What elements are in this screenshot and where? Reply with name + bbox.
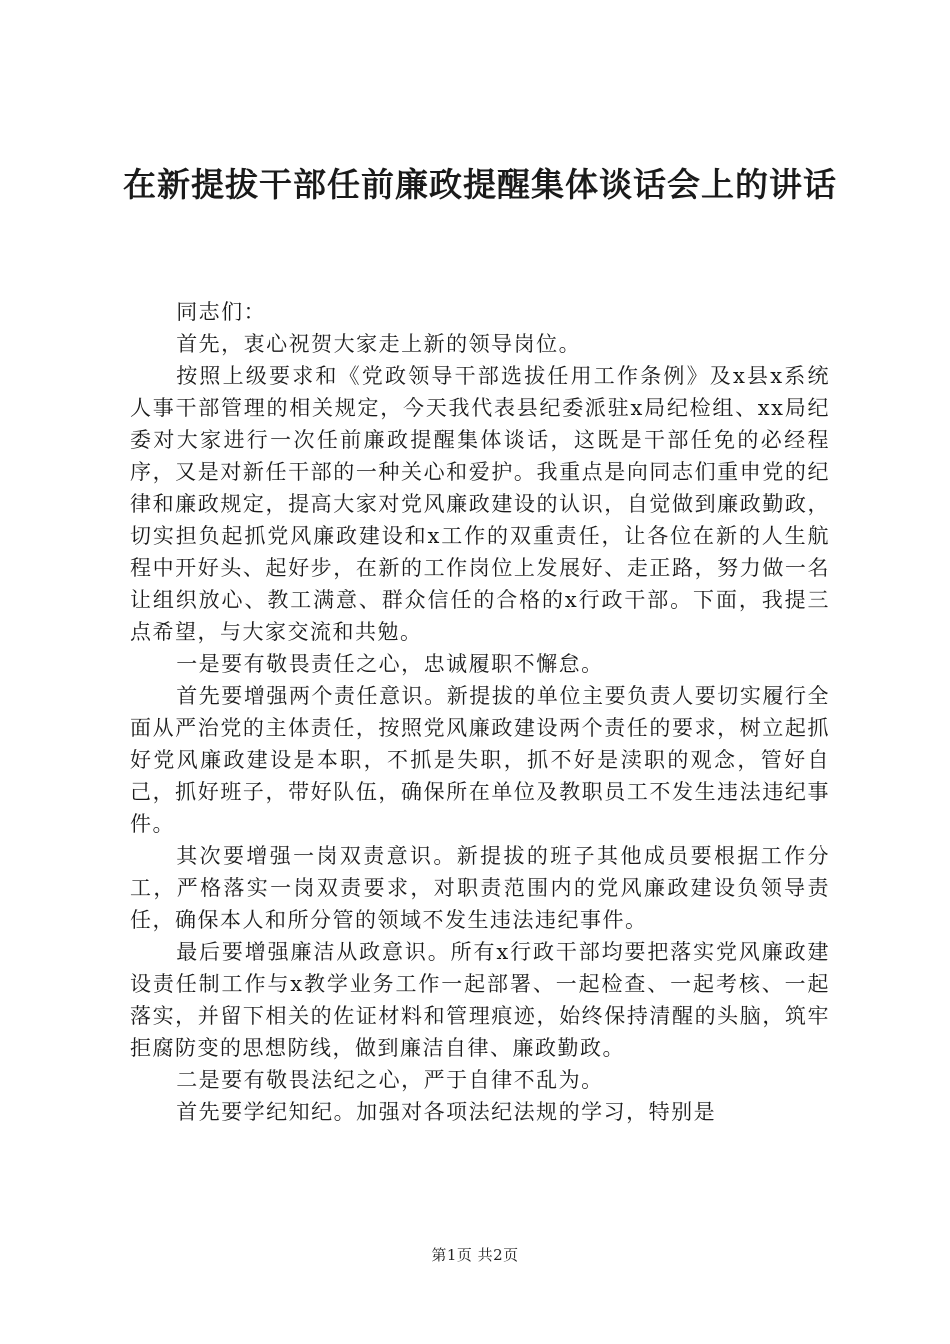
document-title: 在新提拔干部任前廉政提醒集体谈话会上的讲话 xyxy=(123,165,837,204)
document-body xyxy=(130,296,830,1128)
body-paragraph: 按照上级要求和《党政领导干部选拔任用工作条例》及x县x系统人事干部管理的相关规定，今天我代表县纪委派驻x局纪检组、xx局纪委对大家进行一次任前廉政提醒集体谈话，这既是干部任免的必经程序，又是对新任干部的一种关心和爱护。我重点是向同志们重申党的纪律和廉政规定，提高大家对党风廉政建设的认识，自觉做到廉政勤政，切实担负起抓党风廉政建设和x工作的双重责任，让各位在新的人生航程中开好头、起好步，在新的工作岗位上发展好、走正路，努力做一名让组织放心、教工满意、群众信任的合格的x行政干部。下面，我提三点希望，与大家交流和共勉。 xyxy=(130,364,830,644)
body-paragraph: 首先，衷心祝贺大家走上新的领导岗位。 xyxy=(176,332,582,356)
salutation-paragraph: 同志们： xyxy=(176,300,267,324)
page-footer: 第1页 共2页 xyxy=(431,1246,519,1264)
body-paragraph: 最后要增强廉洁从政意识。所有x行政干部均要把落实党风廉政建设责任制工作与x教学业务工作一起部署、一起检查、一起考核、一起落实，并留下相关的佐证材料和管理痕迹，始终保持清醒的头脑，筑牢拒腐防变的思想防线，做到廉洁自律、廉政勤政。 xyxy=(130,940,830,1060)
section-heading-paragraph: 一是要有敬畏责任之心，忠诚履职不懈怠。 xyxy=(176,652,604,676)
body-paragraph: 其次要增强一岗双责意识。新提拔的班子其他成员要根据工作分工，严格落实一岗双责要求，对职责范围内的党风廉政建设负领导责任，确保本人和所分管的领域不发生违法违纪事件。 xyxy=(130,844,830,932)
section-heading-paragraph: 二是要有敬畏法纪之心，严于自律不乱为。 xyxy=(176,1068,604,1092)
body-paragraph: 首先要学纪知纪。加强对各项法纪法规的学习，特别是 xyxy=(176,1100,717,1124)
body-paragraph: 首先要增强两个责任意识。新提拔的单位主要负责人要切实履行全面从严治党的主体责任，按照党风廉政建设两个责任的要求，树立起抓好党风廉政建设是本职，不抓是失职，抓不好是渎职的观念，管好自己，抓好班子，带好队伍，确保所在单位及教职员工不发生违法违纪事件。 xyxy=(130,684,830,836)
